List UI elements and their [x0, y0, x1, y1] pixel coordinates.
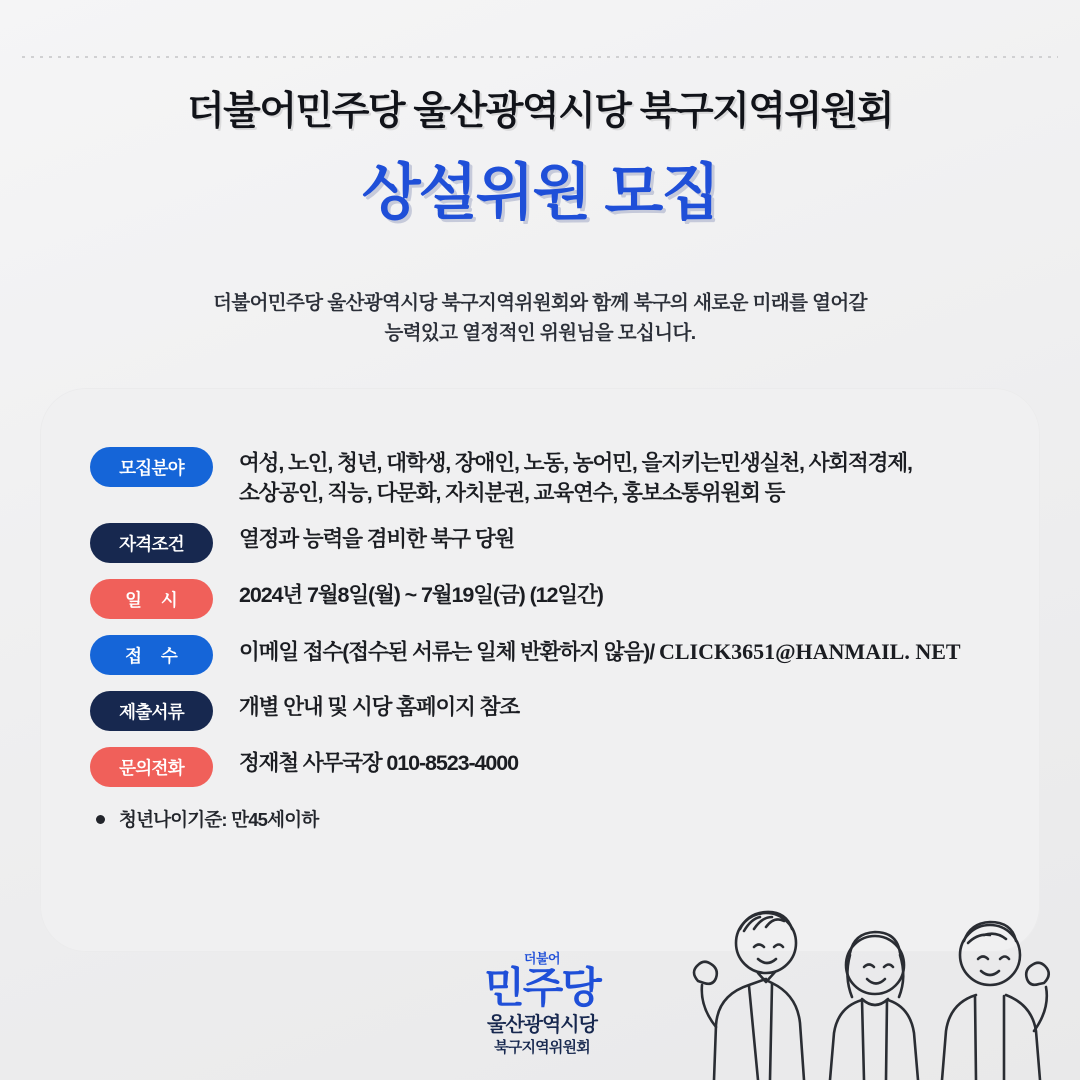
- row-tag-contact: 문의전화: [90, 747, 213, 787]
- top-dotted-divider: [22, 56, 1058, 58]
- page-title-line1: 더불어민주당 울산광역시당 북구지역위원회: [187, 90, 893, 133]
- row-tag-field: 모집분야: [90, 447, 213, 487]
- info-row-application: [90, 632, 1020, 676]
- poster-subtitle: [0, 288, 1080, 348]
- row-tag-documents: 제출서류: [90, 691, 213, 731]
- subtitle-line-2: 능력있고 열정적인 위원님을 모십니다.: [384, 322, 696, 345]
- row-value-application: [239, 632, 961, 668]
- row-value-qualification: 열정과 능력을 겸비한 북구 당원: [239, 527, 515, 552]
- logo-tiny-text: 더불어: [523, 951, 561, 966]
- row-tag-application: 접 수: [90, 635, 213, 675]
- row-value-field-line1: 여성, 노인, 청년, 대학생, 장애인, 노동, 농어민, 을지키는민생실천, 사회적경제,: [239, 451, 912, 475]
- page-title-line2: 상설위원 모집: [361, 158, 719, 226]
- application-email[interactable]: CLICK3651@HANMAIL. NET: [658, 639, 961, 665]
- row-tag-qualification: 자격조건: [90, 523, 213, 563]
- row-tag-date: 일 시: [90, 579, 213, 619]
- info-row-documents: [90, 688, 1020, 732]
- footnote-text: 청년나이기준: 만45세이하: [119, 809, 319, 831]
- info-row-contact: [90, 744, 1020, 788]
- row-value-application-text: 이메일 접수(접수된 서류는 일체 반환하지 않음)/: [239, 640, 659, 665]
- row-value-documents: 개별 안내 및 시당 홈페이지 참조: [239, 695, 520, 720]
- info-row-field: [90, 444, 1020, 508]
- people-illustration: [654, 855, 1074, 1080]
- bullet-dot-icon: [96, 815, 105, 824]
- row-value-field-line2: 소상공인, 직능, 다문화, 자치분권, 교육연수, 홍보소통위원회 등: [239, 480, 785, 505]
- party-logo: [462, 952, 622, 1058]
- row-value-contact: 정재철 사무국장 010-8523-4000: [239, 751, 518, 776]
- logo-main-text: 민주당: [484, 964, 600, 1011]
- subtitle-line-1: 더불어민주당 울산광역시당 북구지역위원회와 함께 북구의 새로운 미래를 열어갈: [213, 292, 867, 314]
- info-row-date: [90, 576, 1020, 620]
- row-value-field: [239, 444, 912, 508]
- info-row-qualification: [90, 520, 1020, 564]
- logo-district-text: 북구지역위원회: [494, 1039, 590, 1056]
- footnote: [96, 806, 1020, 832]
- info-rows: [90, 444, 1020, 832]
- poster-header: [0, 80, 1080, 231]
- logo-city-text: 울산광역시당: [487, 1014, 597, 1036]
- row-value-date: 2024년 7월8일(월) ~ 7월19일(금) (12일간): [239, 583, 603, 608]
